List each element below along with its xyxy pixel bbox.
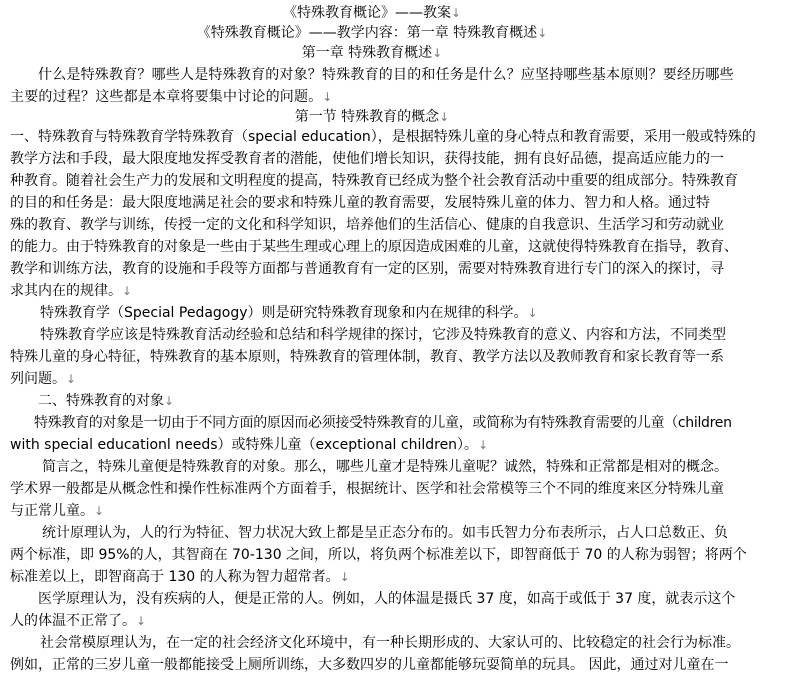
line-text: 种教育。随着社会生产力的发展和文明程度的提高，特殊教育已经成为整个社会教育活动中重要的组成部分。特殊教育	[10, 173, 738, 189]
line-text: 人的体温不正常了。	[10, 613, 136, 629]
document-subtitle	[0, 22, 744, 44]
body-line	[10, 170, 754, 192]
body-line	[10, 126, 754, 148]
body-line	[10, 500, 754, 522]
line-text: 学术界一般都是从概念性和操作性标准两个方面着手，根据统计、医学和社会常模等三个不同的维度来区分特殊儿童	[10, 481, 724, 497]
body-line	[10, 368, 754, 390]
line-text: 特殊教育学应该是特殊教育活动经验和总结和科学规律的探讨，它涉及特殊教育的意义、内容和方法，不同类型	[40, 327, 726, 343]
line-text: 一、特殊教育与特殊教育学特殊教育（special education），是根据特殊儿童的身心特点和教育需要，采用一般或特殊的	[10, 129, 756, 145]
paragraph-mark: ↓	[322, 90, 333, 104]
body-line	[10, 148, 754, 170]
body-line	[10, 610, 754, 632]
line-text: 列问题。	[10, 371, 66, 387]
paragraph-mark: ↓	[94, 504, 105, 518]
body-line	[42, 522, 786, 544]
line-text: 社会常模原理认为，在一定的社会经济文化环境中，有一种长期形成的、大家认可的、比较稳定的社会行为标准。	[40, 635, 740, 651]
line-text: 两个标准，即 95%的人，其智商在 70-130 之间，所以，将负两个标准差以下，即智商低于 70 的人称为弱智；将两个	[10, 547, 747, 563]
line-text: 特殊教育的对象是一切由于不同方面的原因而必须接受特殊教育的儿童，或简称为有特殊教育需要的儿童（children	[34, 415, 732, 431]
body-line	[40, 324, 784, 346]
paragraph-mark: ↓	[450, 6, 462, 20]
line-text: 教学和训练方法，教育的设施和手段等方面都与普通教育有一定的区别，需要对特殊教育进行专门的深入的探讨，寻	[10, 261, 724, 277]
line-text: 的能力。由于特殊教育的对象是一些由于某些生理或心理上的原因造成困难的儿童，这就使得特殊教育在指导，教育、	[10, 239, 738, 255]
paragraph-mark: ↓	[164, 394, 175, 408]
paragraph-mark: ↓	[66, 372, 77, 386]
body-line	[10, 236, 754, 258]
body-line	[40, 302, 784, 324]
line-text: 特殊教育学（Special Pedagogy）则是研究特殊教育现象和内在规律的科学。	[40, 305, 528, 321]
body-line	[10, 346, 754, 368]
body-line	[38, 64, 782, 86]
body-line	[10, 544, 754, 566]
paragraph-mark: ↓	[136, 614, 147, 628]
body-line	[10, 434, 754, 456]
line-text: 与正常儿童。	[10, 503, 94, 519]
paragraph-mark: ↓	[527, 306, 538, 320]
paragraph-mark: ↓	[439, 110, 450, 124]
body-line	[40, 632, 784, 654]
paragraph-mark: ↓	[432, 46, 443, 60]
document-title	[0, 2, 744, 24]
paragraph-mark: ↓	[537, 26, 548, 40]
body-line	[42, 456, 786, 478]
line-text: 第一节 特殊教育的概念	[294, 109, 440, 125]
line-text: 例如，正常的三岁儿童一般都能接受上厕所训练，大多数四岁的儿童都能够玩耍简单的玩具。 因此，通过对儿童在一	[10, 657, 729, 673]
line-text: 标准差以上，即智商高于 130 的人称为智力超常者。	[10, 569, 340, 585]
body-line	[38, 588, 782, 610]
paragraph-mark: ↓	[339, 570, 350, 584]
body-line	[10, 258, 754, 280]
line-text: 《特殊教育概论》——教学内容：第一章 特殊教育概述	[196, 25, 538, 41]
line-text: 《特殊教育概论》——教案	[282, 5, 451, 21]
line-text: 主要的过程？这些都是本章将要集中讨论的问题。	[10, 89, 323, 105]
line-text: 的目的和任务是：最大限度地满足社会的要求和特殊儿童的教育需要，发展特殊儿童的体力、智力和人格。通过特	[10, 195, 710, 211]
line-text: 医学原理认为，没有疾病的人，便是正常的人。例如，人的体温是摄氏 37 度，如高于或低于 37 度，就表示这个	[38, 591, 736, 607]
body-line	[10, 654, 754, 676]
line-text: 教学方法和手段，最大限度地发挥受教育者的潜能，使他们增长知识，获得技能，拥有良好品德，提高适应能力的一	[10, 151, 724, 167]
line-text: 二、特殊教育的对象	[38, 393, 164, 409]
subsection-heading	[38, 390, 782, 412]
body-line	[10, 86, 754, 108]
section-heading	[0, 106, 744, 128]
line-text: 第一章 特殊教育概述	[301, 45, 433, 61]
line-text: 殊的教育、教学与训练，传授一定的文化和科学知识，培养他们的生活信心、健康的自我意识、生活学习和劳动就业	[10, 217, 724, 233]
chapter-heading	[0, 42, 744, 64]
body-line	[34, 412, 778, 434]
paragraph-mark: ↓	[478, 438, 489, 452]
body-line	[10, 214, 754, 236]
body-line	[10, 192, 754, 214]
line-text: 求其内在的规律。	[10, 283, 122, 299]
body-line	[10, 566, 754, 588]
line-text: 特殊儿童的身心特征，特殊教育的基本原则，特殊教育的管理体制，教育、教学方法以及教师教育和家长教育等一系	[10, 349, 724, 365]
line-text: 统计原理认为，人的行为特征、智力状况大致上都是呈正态分布的。如韦氏智力分布表所示，占人口总数正、负	[42, 525, 728, 541]
line-text: with special educationl needs）或特殊儿童（exceptional children）。	[10, 437, 479, 453]
body-line	[10, 280, 754, 302]
line-text: 什么是特殊教育？哪些人是特殊教育的对象？特殊教育的目的和任务是什么？应坚持哪些基本原则？要经历哪些	[38, 67, 734, 83]
paragraph-mark: ↓	[122, 284, 133, 298]
body-line	[10, 478, 754, 500]
line-text: 简言之，特殊儿童便是特殊教育的对象。那么，哪些儿童才是特殊儿童呢？诚然，特殊和正常都是相对的概念。	[42, 459, 728, 475]
